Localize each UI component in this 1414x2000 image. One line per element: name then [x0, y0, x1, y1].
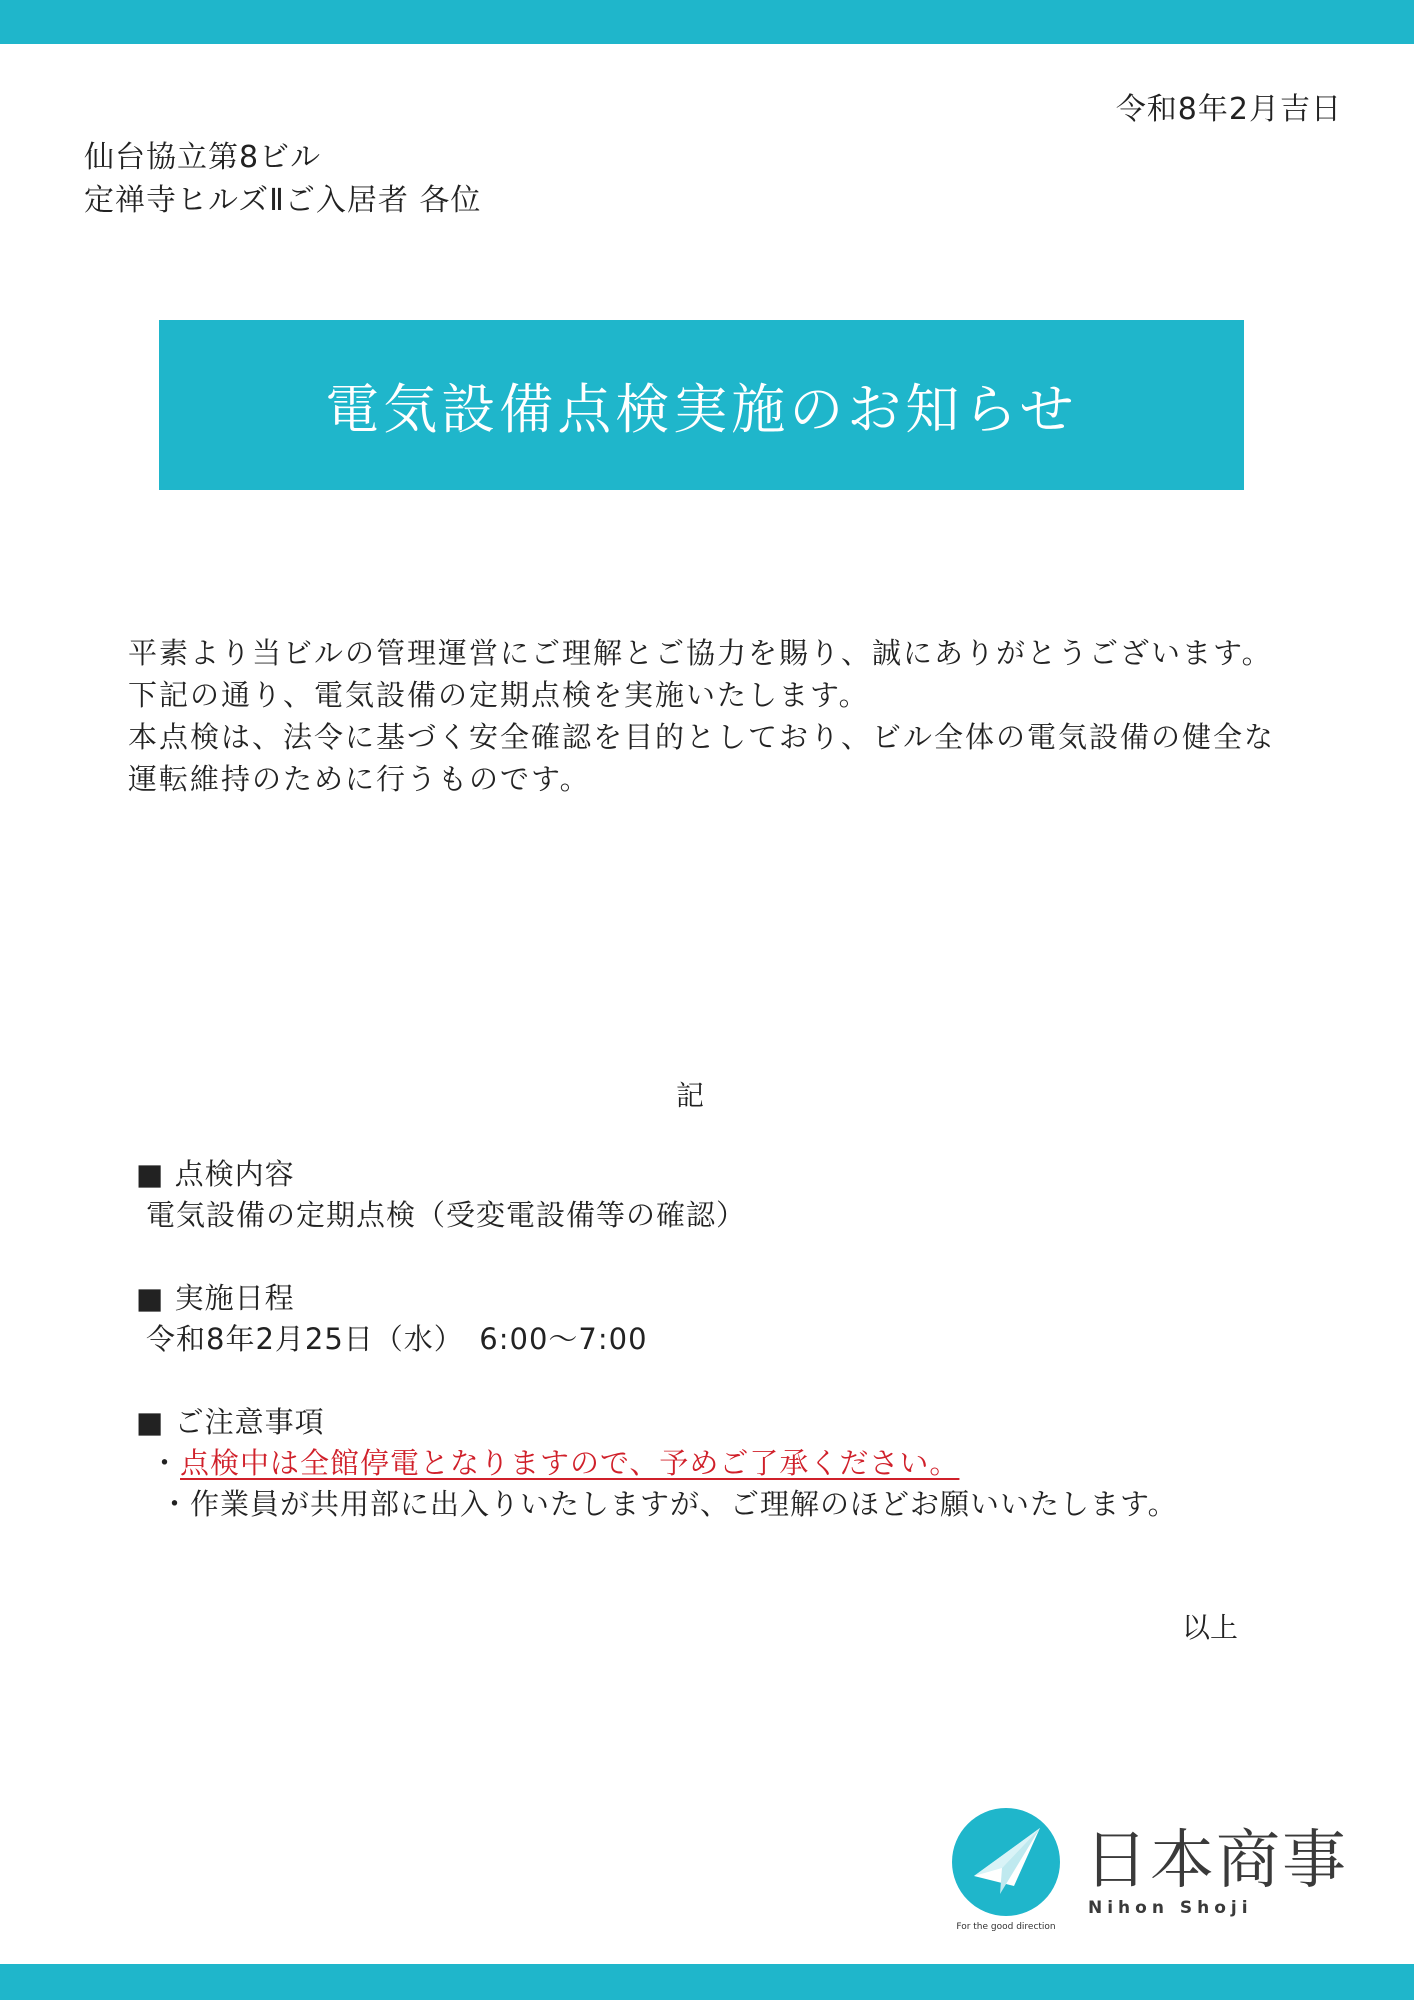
section-body: 令和8年2月25日（水） 6:00〜7:00	[146, 1322, 648, 1356]
section-notes	[136, 1402, 1178, 1525]
paper-plane-icon	[952, 1808, 1060, 1916]
company-logo	[950, 1806, 1350, 1936]
recipient-building: 仙台協立第8ビル	[84, 140, 322, 175]
intro-paragraph-greeting: 平素より当ビルの管理運営にご理解とご協力を賜り、誠にありがとうございます。	[128, 636, 1273, 670]
top-accent-bar	[0, 0, 1414, 44]
section-inspection-content	[136, 1154, 746, 1236]
ki-heading: 記	[675, 1079, 704, 1112]
section-body: 電気設備の定期点検（受変電設備等の確認）	[146, 1198, 747, 1232]
bottom-accent-bar	[0, 1964, 1414, 2000]
section-heading: ■ 実施日程	[136, 1281, 295, 1315]
intro-text	[128, 632, 1288, 800]
logo-tagline: For the good direction	[956, 1922, 1056, 1932]
section-heading: ■ 点検内容	[136, 1157, 295, 1191]
logo-name: 日本商事	[1084, 1824, 1348, 1898]
bullet: ・	[150, 1446, 181, 1480]
note-outage	[136, 1443, 1178, 1484]
logo-roman-name: Nihon Shoji	[1088, 1898, 1253, 1918]
section-heading: ■ ご注意事項	[136, 1405, 325, 1439]
section-schedule	[136, 1278, 648, 1360]
intro-paragraph-announcement: 下記の通り、電気設備の定期点検を実施いたします。	[128, 678, 870, 712]
recipient-tenants: 定禅寺ヒルズⅡご入居者 各位	[84, 183, 482, 218]
logo-circle	[952, 1808, 1060, 1916]
note-workers: ・作業員が共用部に出入りいたしますが、ご理解のほどお願いいたします。	[160, 1487, 1178, 1521]
issue-date: 令和8年2月吉日	[1115, 92, 1342, 127]
title-banner	[159, 320, 1244, 490]
recipient-block	[84, 136, 481, 222]
outage-warning: 点検中は全館停電となりますので、予めご了承ください。	[180, 1446, 960, 1480]
closing-ijou: 以上	[1182, 1611, 1239, 1644]
intro-paragraph-purpose: 本点検は、法令に基づく安全確認を目的としており、ビル全体の電気設備の健全な運転維持のために行うものです。	[128, 720, 1276, 796]
page-title: 電気設備点検実施のお知らせ	[325, 377, 1078, 441]
